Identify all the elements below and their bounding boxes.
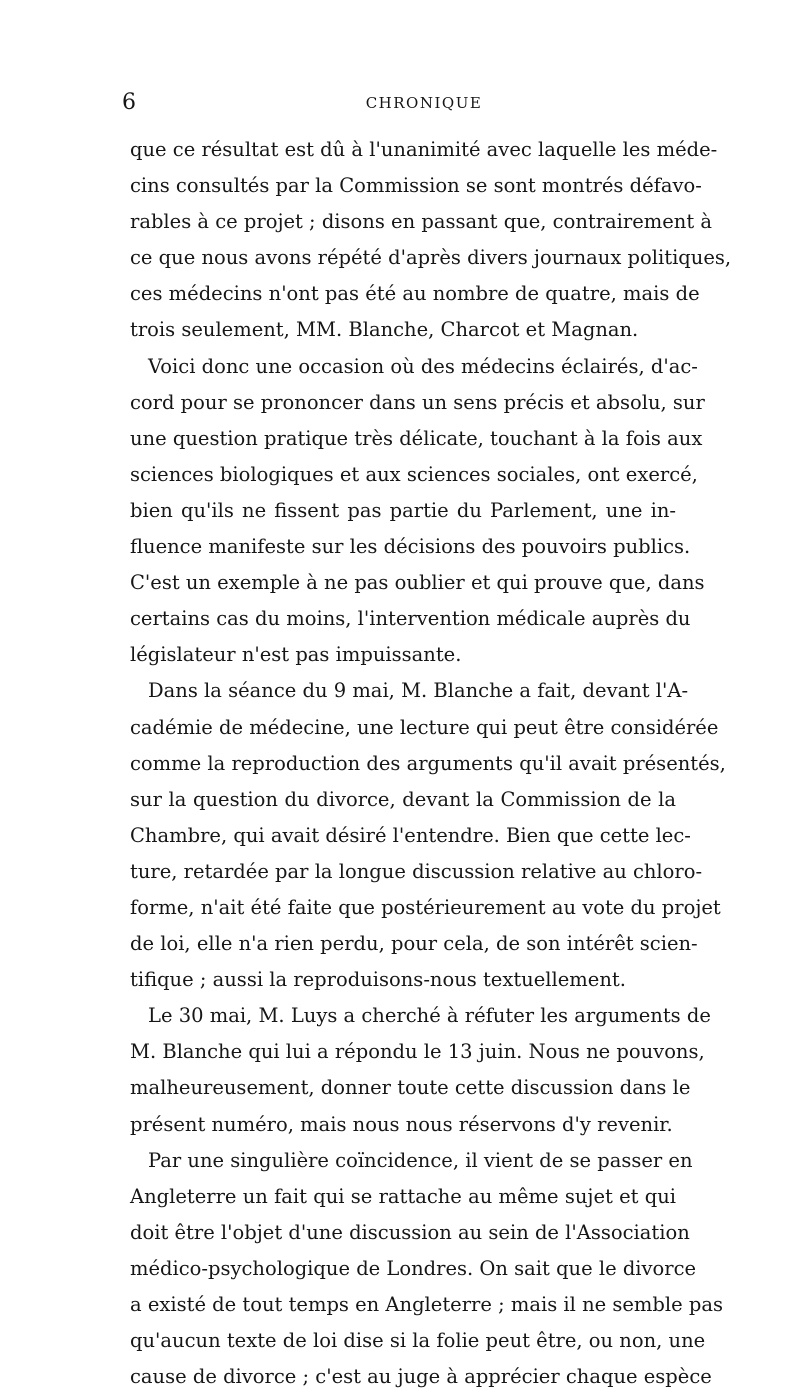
text-line: Voici donc une occasion où des médecins éclairés, d'ac- <box>148 354 698 378</box>
text-line: sciences biologiques et aux sciences sociales, ont exercé, <box>130 462 698 486</box>
running-title: CHRONIQUE <box>365 94 483 112</box>
text-line: Le 30 mai, M. Luys a cherché à réfuter les arguments de <box>148 1004 711 1028</box>
text-line: Par une singulière coïncidence, il vient de se passer en <box>148 1148 693 1172</box>
text-line: législateur n'est pas impuissante. <box>130 643 462 667</box>
text-line: ces médecins n'ont pas été au nombre de quatre, mais de <box>130 282 700 306</box>
text-line: ce que nous avons répété d'après divers journaux politiques, <box>130 246 732 270</box>
text-line: tifique ; aussi la reproduisons-nous textuellement. <box>130 968 626 992</box>
text-line: M. Blanche qui lui a répondu le 13 juin. Nous ne pouvons, <box>130 1040 705 1064</box>
text-line: C'est un exemple à ne pas oublier et qui prouve que, dans <box>130 571 705 595</box>
text-line: Angleterre un fait qui se rattache au même sujet et qui <box>130 1184 676 1208</box>
running-head <box>118 90 678 120</box>
body-text <box>130 132 732 1395</box>
text-line: malheureusement, donner toute cette discussion dans le <box>130 1076 691 1100</box>
paragraph <box>130 998 711 1142</box>
paragraph <box>130 673 726 998</box>
text-line: forme, n'ait été faite que postérieurement au vote du projet <box>130 895 721 919</box>
text-line: Chambre, qui avait désiré l'entendre. Bien que cette lec- <box>130 823 691 847</box>
text-line: a existé de tout temps en Angleterre ; mais il ne semble pas <box>130 1293 723 1316</box>
text-line: médico-psychologique de Londres. On sait que le divorce <box>130 1256 697 1280</box>
text-line: cord pour se prononcer dans un sens précis et absolu, sur <box>130 390 705 414</box>
page-number: 6 <box>122 90 136 115</box>
paragraph <box>130 349 705 674</box>
text-line: comme la reproduction des arguments qu'il avait présentés, <box>130 751 726 775</box>
text-line: certains cas du moins, l'intervention médicale auprès du <box>130 607 691 631</box>
text-line: Dans la séance du 9 mai, M. Blanche a fait, devant l'A- <box>148 679 689 703</box>
text-line: qu'aucun texte de loi dise si la folie peut être, ou non, une <box>130 1329 706 1353</box>
text-line: doit être l'objet d'une discussion au sein de l'Association <box>130 1220 690 1244</box>
text-line: ture, retardée par la longue discussion relative au chloro- <box>130 859 703 883</box>
text-line: une question pratique très délicate, touchant à la fois aux <box>130 426 703 450</box>
text-line: rables à ce projet ; disons en passant que, contrairement à <box>130 210 713 234</box>
text-line: trois seulement, MM. Blanche, Charcot et Magnan. <box>130 318 639 342</box>
text-line: cause de divorce ; c'est au juge à apprécier chaque espèce <box>130 1365 712 1389</box>
paragraph <box>130 132 732 349</box>
text-line: bien qu'ils ne fissent pas partie du Parlement, une in- <box>130 498 676 522</box>
text-line: que ce résultat est dû à l'unanimité avec laquelle les méde- <box>130 138 718 161</box>
text-line: cadémie de médecine, une lecture qui peut être considérée <box>130 715 719 739</box>
text-line: cins consultés par la Commission se sont montrés défavo- <box>130 174 702 198</box>
text-line: présent numéro, mais nous nous réservons d'y revenir. <box>130 1112 673 1136</box>
text-line: de loi, elle n'a rien perdu, pour cela, de son intérêt scien- <box>130 932 698 956</box>
paragraph <box>130 1143 723 1395</box>
text-line: fluence manifeste sur les décisions des pouvoirs publics. <box>130 535 691 559</box>
text-line: sur la question du divorce, devant la Commission de la <box>130 787 676 811</box>
